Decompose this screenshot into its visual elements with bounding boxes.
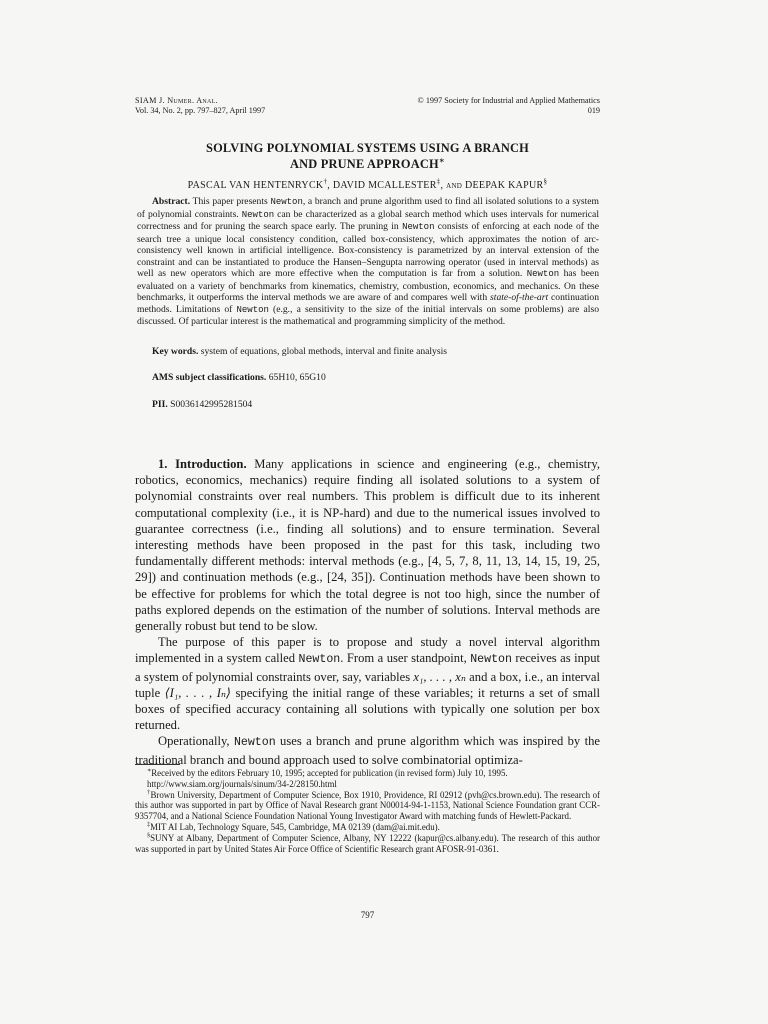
footnote-author-2 bbox=[135, 822, 600, 833]
math-variables: x₁, . . . , xₙ bbox=[413, 669, 466, 684]
footnotes bbox=[135, 768, 600, 854]
author-list: PASCAL VAN HENTENRYCK†, DAVID MCALLESTER‡, and DEEPAK KAPUR§ bbox=[187, 177, 548, 191]
keywords bbox=[152, 346, 600, 357]
author-conjunction: and bbox=[446, 180, 463, 191]
newton-name: Newton bbox=[233, 736, 276, 750]
footnote-received bbox=[135, 768, 600, 779]
footnote-text: MIT AI Lab, Technology Square, 545, Cambridge, MA 02139 (dam@ai.mit.edu). bbox=[150, 821, 440, 832]
copyright-info bbox=[418, 96, 600, 116]
copyright-notice: © 1997 Society for Industrial and Applied Mathematics bbox=[417, 96, 600, 105]
footnote-author-3 bbox=[135, 833, 600, 855]
abstract-text: continuation methods. Limitations of bbox=[137, 292, 599, 315]
footnote-text: Received by the editors February 10, 1995; accepted for publication (in revised form) July 10, 1995. bbox=[151, 768, 508, 778]
math-tuple: ⟨I₁, . . . , Iₙ⟩ bbox=[164, 685, 231, 700]
keywords-label: Key words. bbox=[152, 346, 199, 357]
footnote-mark: ∗ bbox=[147, 767, 152, 775]
journal-name: SIAM J. Numer. Anal. bbox=[135, 96, 218, 105]
journal-info bbox=[135, 96, 265, 116]
paper-title bbox=[135, 140, 600, 172]
footnote-mark: § bbox=[147, 831, 151, 839]
author-1: PASCAL VAN HENTENRYCK bbox=[187, 180, 324, 191]
pii-label: PII. bbox=[152, 399, 168, 410]
newton-name: Newton bbox=[270, 197, 303, 207]
footnote-text: SUNY at Albany, Department of Computer Science, Albany, NY 12222 (kapur@cs.albany.edu). The research of this author was supported in part by United States Air Force Office of Scientific Research grant AFOSR-91-0361. bbox=[135, 832, 600, 854]
newton-name: Newton bbox=[298, 653, 341, 667]
section-heading: 1. Introduction. bbox=[158, 457, 247, 471]
title-line-2 bbox=[135, 156, 600, 172]
footnote-author-1 bbox=[135, 790, 600, 822]
body-text: receives as input a system of polynomial constraints over, say, variables bbox=[135, 651, 600, 684]
title-line-1: SOLVING POLYNOMIAL SYSTEMS USING A BRANCH bbox=[206, 141, 529, 155]
footnote-url bbox=[135, 779, 600, 790]
body-text: and a box, i.e., an interval tuple bbox=[135, 669, 601, 700]
abstract-emphasis: state-of-the-art bbox=[490, 292, 549, 303]
journal-url: http://www.siam.org/journals/sinum/34-2/28150.html bbox=[147, 778, 337, 789]
newton-name: Newton bbox=[470, 653, 512, 667]
page-number: 797 bbox=[360, 910, 375, 920]
body-text: specifying the initial range of these variables; it returns a set of small boxes of specified accuracy containing all solutions with typically one solution per box returned. bbox=[135, 685, 600, 733]
author-2: DAVID MCALLESTER bbox=[332, 180, 437, 191]
abstract bbox=[137, 196, 599, 328]
body-text: The purpose of this paper is to propose and study a novel interval algorithm implemented in a system called bbox=[135, 635, 600, 666]
body-text: Many applications in science and engineering (e.g., chemistry, robotics, economics, mechanics) require finding all isolated solutions to a system of polynomial constraints over real numbers. This problem is difficult due to its inherent computational complexity (i.e., it is NP-hard) and due to the numerical issues involved to guarantee correctness (i.e., finding all solutions) and to ensure termination. Several interesting methods have been proposed in the past for this task, including two fundamentally different methods: interval methods (e.g., [4, 5, 7, 8, 11, 13, 14, 15, 19, 25, 29]) and continuation methods (e.g., [24, 35]). Continuation methods have been shown to be effective for problems for which the total degree is not too high, since the number of paths explored depends on the estimation of the number of solutions. Interval methods are generally robust but tend to be slow. bbox=[135, 457, 600, 634]
pii bbox=[152, 399, 600, 410]
abstract-text: consists of enforcing at each node of the search tree a unique local consistency condition, called box-consistency, which approximates the notion of arc-consistency well known in artificial intelligence. Box-consistency is parametrized by an interval extension of the constraint and can be instantiated to produce the Hansen–Sengupta narrowing operator (used in interval methods) as well as new operators which are more effective when the computation is far from a solution. bbox=[137, 221, 600, 279]
newton-name: Newton bbox=[402, 222, 435, 232]
footnote-text: Brown University, Department of Computer Science, Box 1910, Providence, RI 02912 (pvh@cs.brown.edu). The research of this author was supported in part by Office of Naval Research grant N00014-94-1-1153, National Science Foundation grant CCR-9357704, and a National Science Foundation National Young Investigator Award with matching funds of Hewlett-Packard. bbox=[135, 789, 601, 822]
body-text: . From a user standpoint, bbox=[340, 651, 471, 666]
title-footnote-mark: ∗ bbox=[438, 154, 446, 165]
abstract-text: has been evaluated on a variety of benchmarks from kinematics, chemistry, combustion, economics, and mechanics. On these benchmarks, it outperforms the interval methods we are aware of and compares well with bbox=[137, 268, 599, 303]
abstract-text: , a branch and prune algorithm used to find all isolated solutions to a system of polynomial constraints. bbox=[137, 196, 599, 220]
author-1-mark: † bbox=[323, 177, 328, 186]
volume-info: Vol. 34, No. 2, pp. 797–827, April 1997 bbox=[135, 106, 266, 115]
abstract-text: can be characterized as a global search method which uses intervals for numerical correctness and for pruning the search space early. The pruning in bbox=[137, 208, 599, 232]
footnote-mark: ‡ bbox=[147, 821, 151, 829]
introduction-section bbox=[135, 456, 600, 768]
ams-label: AMS subject classifications. bbox=[152, 372, 267, 383]
newton-name: Newton bbox=[526, 269, 560, 279]
intro-paragraph-2 bbox=[135, 634, 600, 733]
body-text: uses a branch and prune algorithm which was inspired by the traditional branch and bound approach used to solve combinatorial optimiza- bbox=[135, 734, 600, 767]
author-3: DEEPAK KAPUR bbox=[464, 180, 544, 191]
pii-text: S0036142995281504 bbox=[170, 399, 253, 410]
newton-name: Newton bbox=[241, 209, 275, 220]
abstract-text: This paper presents bbox=[190, 196, 271, 207]
abstract-text: (e.g., a sensitivity to the size of the initial intervals on some problems) are also discussed. Of particular interest is the mathematical and programming simplicity of the method. bbox=[137, 303, 599, 327]
title-text-2: AND PRUNE APPROACH bbox=[289, 157, 439, 171]
footnote-rule bbox=[135, 764, 180, 765]
article-code: 019 bbox=[587, 106, 600, 115]
intro-paragraph-1 bbox=[135, 456, 600, 634]
body-text: Operationally, bbox=[158, 734, 234, 749]
ams-classifications bbox=[152, 372, 600, 383]
ams-text: 65H10, 65G10 bbox=[268, 372, 326, 383]
author-3-mark: § bbox=[543, 177, 548, 186]
author-2-mark: ‡ bbox=[436, 177, 441, 186]
keywords-text: system of equations, global methods, interval and finite analysis bbox=[200, 346, 447, 357]
newton-name: Newton bbox=[236, 304, 269, 315]
abstract-label: Abstract. bbox=[152, 196, 191, 207]
footnote-mark: † bbox=[147, 788, 151, 796]
intro-paragraph-3 bbox=[135, 733, 600, 767]
